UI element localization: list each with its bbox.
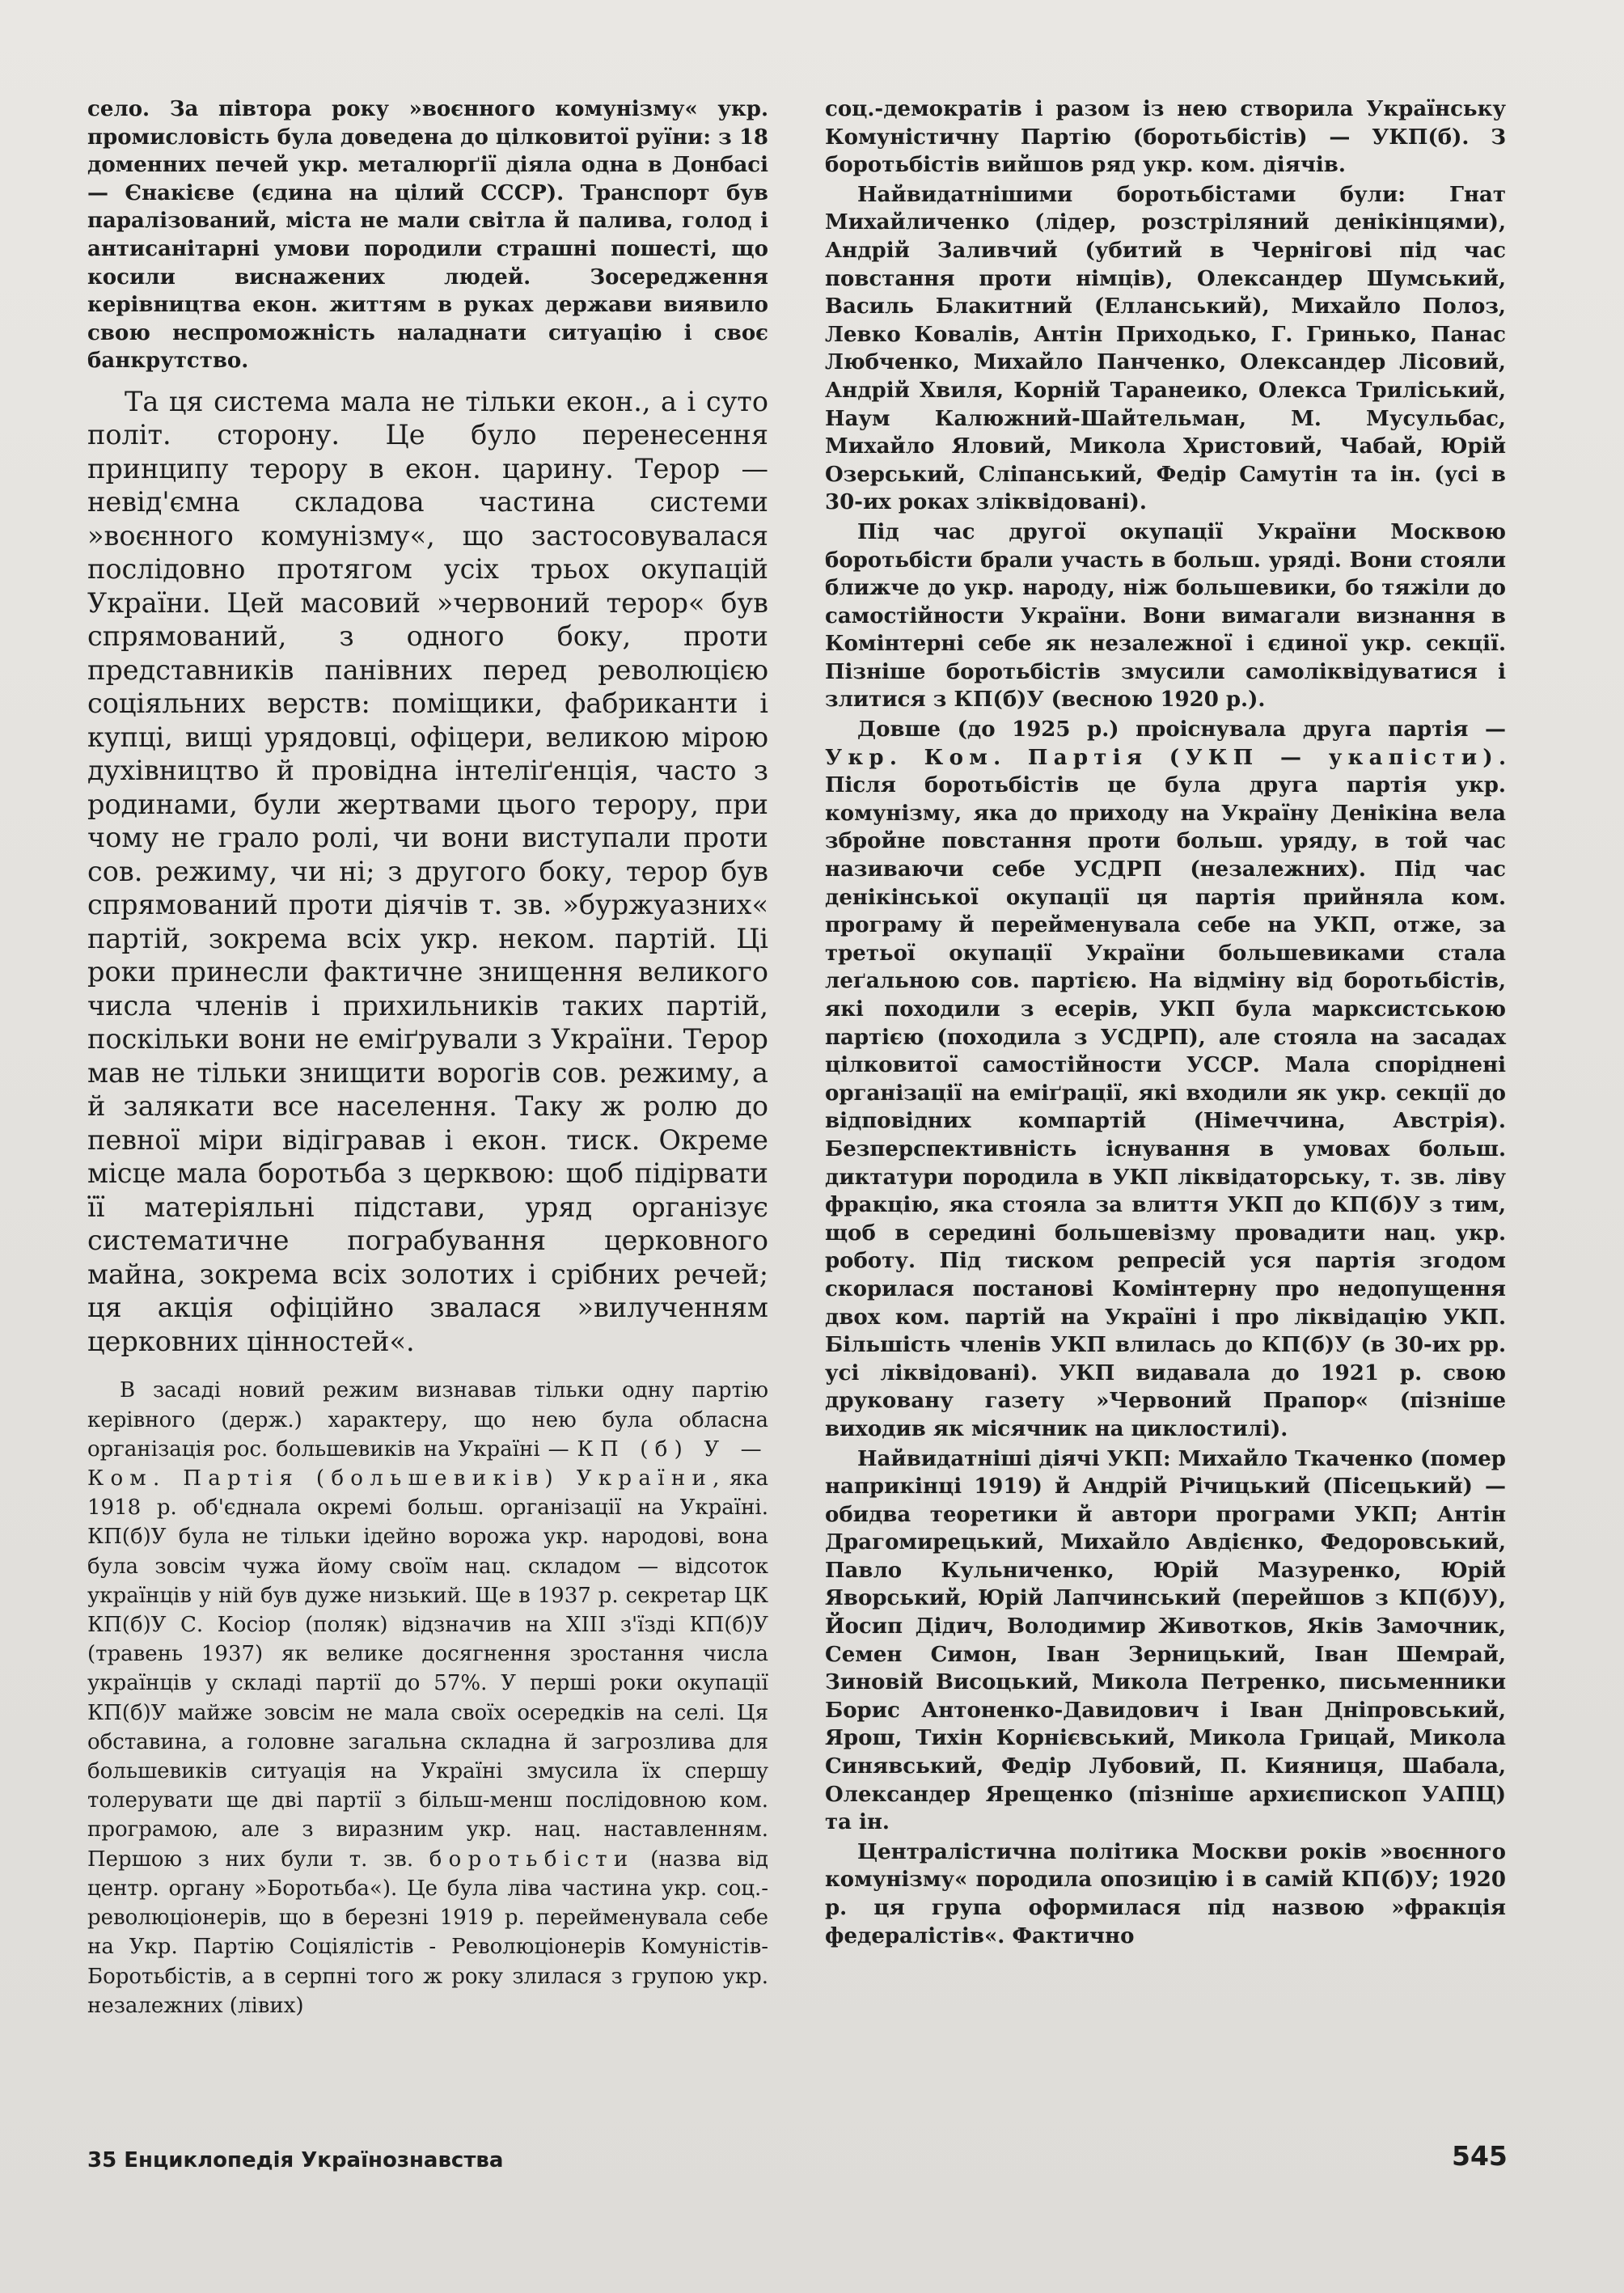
paragraph-federalists: Централістична політика Москви років »воєнного комунізму« породила опозицію і в самій КП(б)У; 1920 р. ця група оформилася під назвою »фракція федералістів«. Фактично (825, 1839, 1506, 1948)
text-run: В засаді новий режим визнавав тільки одну партію керівного (держ.) характеру, що нею була обласна організація рос. большевиків на Україні — (87, 1378, 768, 1462)
paragraph-kpbu (87, 1376, 768, 2020)
paragraph-war-communism-ruin: село. За півтора року »воєнного комунізму« укр. промисловість була доведена до цілковитої руїни: з 18 доменних печей укр. металюрґії діяла одна в Донбасі — Єнакієве (єдина на цілий СССР). Транспорт був паралізований, міста не мали світла й палива, голод і антисанітарні умови породили страшні пошесті, що косили виснажених людей. Зосередження керівництва екон. життям в руках держави виявило свою неспроможність наладнати ситуацію і своє банкрутство. (87, 97, 768, 374)
page-number: 545 (1452, 2140, 1508, 2172)
paragraph-ukp (825, 716, 1506, 1443)
text-run: . Після боротьбістів це була друга партія укр. комунізму, яка до приходу на Україну Денікіна вела збройне повстання проти больш. уряду, в той час називаючи себе УСДРП (незалежних). Під час денікінської окупації ця партія прийняла ком. програму й перейменувала себе на УКП, отже, за третьої окупації України большевиками стала леґальною сов. партією. На відміну від боротьбістів, які походили з есерів, УКП була марксистською партією (походила з УСДРП), але стояла на засадах цілковитої самостійности УССР. Мала споріднені організації на еміґрації, які входили як укр. секції до відповідних компартій (Німеччина, Австрія). Безперспективність існування в умовах больш. диктатури породила в УКП ліквідаторську, т. зв. ліву фракцію, яка стояла за влиття УКП до КП(б)У з тим, щоб в середині большевізму провадити нац. укр. роботу. Під тиском репресій уся партія згодом скорилася постанові Комінтерну про недопущення двох ком. партій на Україні і про ліквідацію УКП. Більшість членів УКП влилась до КП(б)У (в 30-их рр. усі ліквідовані). УКП видавала до 1921 р. свою друковану газету »Червоний Прапор« (пізніше виходив як місячник на циклостилі). (825, 745, 1506, 1441)
paragraph-ukpb: соц.-демократів і разом із нею створила Українську Комуністичну Партію (боротьбістів) — УКП(б). З боротьбістів вийшов ряд укр. ком. діячів. (825, 97, 1506, 178)
footer-volume-label: 35 Енциклопедія Українознавства (87, 2148, 504, 2172)
text-run: , яка 1918 р. об'єднала окремі больш. організації на Україні. КП(б)У була не тільки ідейно ворожа укр. народові, вона була зовсім чужа йому своїм нац. складом — відсоток українців у ній був дуже низький. Ще в 1937 р. секретар ЦК КП(б)У С. Косіор (поляк) відзначив на XIII з'їзді КП(б)У (травень 1937) як велике досягнення зростання числа українців у складі партії до 57%. У перші роки окупації КП(б)У майже зовсім не мала своїх осередків на селі. Ця обставина, а головне загальна складна й загрозлива для большевиків ситуація на Україні змусила їх спершу толерувати ще дві партії з більш-менш послідовною ком. програмою, але з виразним укр. нац. наставленням. Першою з них були т. зв. (87, 1466, 768, 1872)
paragraph-red-terror: Та ця система мала не тільки екон., а і суто політ. сторону. Це було перенесення принципу терору в екон. царину. Терор — невід'ємна складова частина системи »воєнного комунізму«, що застосовувалася послідовно протягом усіх трьох окупацій України. Цей масовий »червоний терор« був спрямований, з одного боку, проти представників панівних перед революцією соціяльних верств: поміщики, фабриканти і купці, вищі урядовці, офіцери, великою мірою духівництво й провідна інтеліґенція, часто з родинами, були жертвами цього терору, при чому не грало ролі, чи вони виступали проти сов. режиму, чи ні; з другого боку, терор був спрямований проти діячів т. зв. »буржуазних« партій, зокрема всіх укр. неком. партій. Ці роки принесли фактичне знищення великого числа членів і прихильників таких партій, поскільки вони не еміґрували з України. Терор мав не тільки знищити ворогів сов. режиму, а й залякати все населення. Таку ж ролю до певної міри відігравав і екон. тиск. Окреме місце мала боротьба з церквою: щоб підірвати її матеріяльні підстави, уряд організує систематичне пограбування церковного майна, зокрема всіх золотих і срібних речей; ця акція офіційно звалася »вилученням церковних цінностей«. (87, 385, 768, 1357)
text-run: (назва від центр. органу »Боротьба«). Це була ліва частина укр. соц.-революціонерів, що в березні 1919 р. перейменувала себе на Укр. Партію Соціялістів - Революціонерів Комуністів-Боротьбістів, а в серпні того ж року злилася з групою укр. незалежних (лівих) (87, 1847, 768, 2018)
paragraph-ukp-names: Найвидатніші діячі УКП: Михайло Ткаченко (помер наприкінці 1919) й Андрій Річицький (Пісецький) — обидва теоретики й автори програми УКП; Антін Драгомирецький, Михайло Авдієнко, Федоровський, Павло Кульниченко, Юрій Мазуренко, Юрій Яворський, Юрій Лапчинський (перейшов з КП(б)У), Йосип Дідич, Володимир Животков, Яків Замочник, Семен Симон, Іван Зерницький, Іван Шемрай, Зиновій Висоцький, Микола Петренко, письменники Борис Антоненко-Давидович і Іван Дніпровський, Ярош, Тихін Корнієвський, Микола Грицай, Микола Синявський, Федір Лубовий, П. Кияниця, Шабала, Олександер Ярещенко (пізніше архиєпископ УАПЦ) та ін. (825, 1446, 1506, 1835)
term-kpbu: КП (б) У — Ком. Партія (большевиків) України (87, 1436, 768, 1491)
paragraph-second-occupation: Під час другої окупації України Москвою боротьбісти брали участь в больш. уряді. Вони стояли ближче до укр. народу, ніж большевики, бо тяжіли до самостійности України. Вони вимагали визнання в Комінтерні себе як незалежної і єдиної укр. секції. Пізніше боротьбістів змусили самоліквідуватися і злитися з КП(б)У (весною 1920 р.). (825, 519, 1506, 713)
right-column (825, 95, 1506, 1950)
paragraph-borotbisty-names: Найвидатнішими боротьбістами були: Гнат Михайличенко (лідер, розстріляний денікінцями), Андрій Заливчий (убитий в Чернігові під час повстання проти німців), Олександер Шумський, Василь Блакитний (Елланський), Михайло Полоз, Левко Ковалів, Антін Приходько, Г. Гринько, Панас Любченко, Михайло Панченко, Олександер Лісовий, Андрій Хвиля, Корній Таранеико, Олекса Триліський, Наум Калюжний-Шайтельман, М. Мусульбас, Михайло Яловий, Микола Христовий, Чабай, Юрій Озерський, Сліпанський, Федір Самутін та ін. (усі в 30-их роках зліквідовані). (825, 182, 1506, 515)
text-run: Довше (до 1925 р.) проіснувала друга партія — (857, 717, 1506, 742)
term-ukp: Укр. Ком. Партія (УКП — укапісти) (825, 745, 1499, 770)
left-column (87, 95, 768, 2020)
term-borotbisty: боротьбісти (429, 1847, 635, 1872)
